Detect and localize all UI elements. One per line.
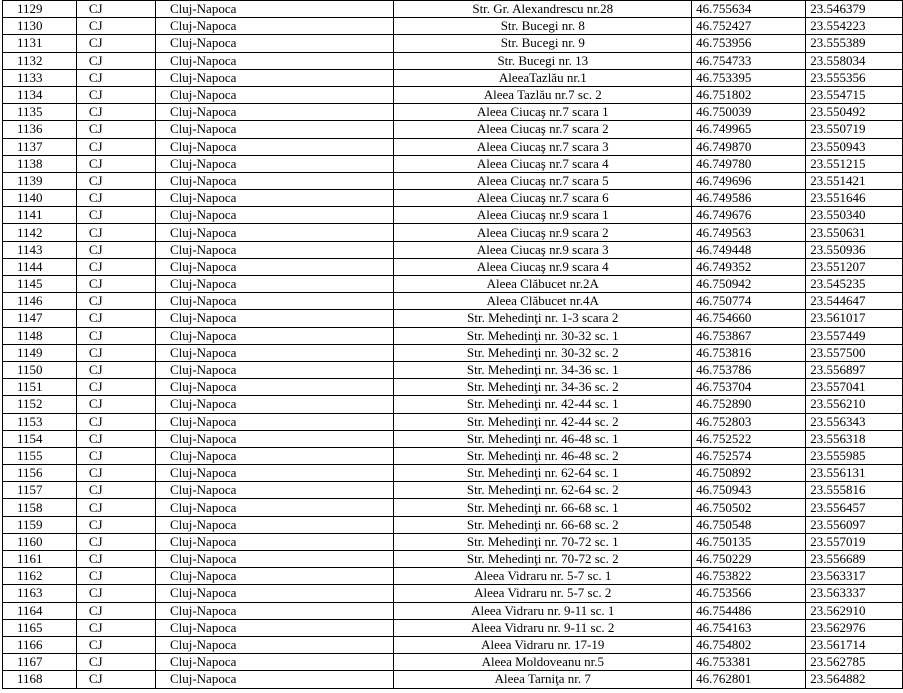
latitude-cell: 46.753381 [692, 654, 806, 671]
county-cell: CJ [76, 671, 155, 688]
address-cell: Str. Mehedinţi nr. 70-72 sc. 1 [394, 533, 692, 550]
address-cell: Aleea Vidraru nr. 17-19 [394, 636, 692, 653]
latitude-cell: 46.749870 [692, 138, 806, 155]
longitude-cell: 23.556343 [806, 413, 903, 430]
row-number-cell: 1162 [3, 568, 77, 585]
row-number-cell: 1163 [3, 585, 77, 602]
latitude-cell: 46.749696 [692, 172, 806, 189]
locality-cell: Cluj-Napoca [155, 654, 393, 671]
row-number-cell: 1141 [3, 207, 77, 224]
address-cell: Aleea Ciucaş nr.7 scara 5 [394, 172, 692, 189]
table-row [3, 155, 903, 172]
address-cell: Str. Mehedinţi nr. 1-3 scara 2 [394, 310, 692, 327]
address-cell: Str. Mehedinţi nr. 34-36 sc. 2 [394, 379, 692, 396]
locality-cell: Cluj-Napoca [155, 18, 393, 35]
county-cell: CJ [76, 86, 155, 103]
locality-cell: Cluj-Napoca [155, 1, 393, 18]
address-cell: Aleea Ciucaş nr.7 scara 4 [394, 155, 692, 172]
latitude-cell: 46.750039 [692, 104, 806, 121]
latitude-cell: 46.752427 [692, 18, 806, 35]
longitude-cell: 23.561714 [806, 636, 903, 653]
row-number-cell: 1167 [3, 654, 77, 671]
latitude-cell: 46.755634 [692, 1, 806, 18]
locality-cell: Cluj-Napoca [155, 447, 393, 464]
row-number-cell: 1161 [3, 551, 77, 568]
locality-cell: Cluj-Napoca [155, 293, 393, 310]
row-number-cell: 1135 [3, 104, 77, 121]
county-cell: CJ [76, 516, 155, 533]
longitude-cell: 23.562976 [806, 619, 903, 636]
locality-cell: Cluj-Napoca [155, 430, 393, 447]
county-cell: CJ [76, 207, 155, 224]
address-cell: Str. Mehedinţi nr. 62-64 sc. 1 [394, 465, 692, 482]
table-row [3, 533, 903, 550]
table-row [3, 568, 903, 585]
county-cell: CJ [76, 172, 155, 189]
address-cell: Aleea Vidraru nr. 9-11 sc. 2 [394, 619, 692, 636]
row-number-cell: 1157 [3, 482, 77, 499]
address-cell: AleeaTazlău nr.1 [394, 69, 692, 86]
table-row [3, 69, 903, 86]
county-cell: CJ [76, 361, 155, 378]
address-cell: Aleea Ciucaş nr.7 scara 1 [394, 104, 692, 121]
locality-cell: Cluj-Napoca [155, 499, 393, 516]
locality-cell: Cluj-Napoca [155, 224, 393, 241]
table-row [3, 361, 903, 378]
table-row [3, 413, 903, 430]
table-row [3, 172, 903, 189]
address-cell: Aleea Tazlău nr.7 sc. 2 [394, 86, 692, 103]
locality-cell: Cluj-Napoca [155, 155, 393, 172]
longitude-cell: 23.556318 [806, 430, 903, 447]
table-row [3, 619, 903, 636]
latitude-cell: 46.749563 [692, 224, 806, 241]
locality-cell: Cluj-Napoca [155, 585, 393, 602]
longitude-cell: 23.551207 [806, 258, 903, 275]
locality-cell: Cluj-Napoca [155, 602, 393, 619]
latitude-cell: 46.750135 [692, 533, 806, 550]
table-row [3, 138, 903, 155]
county-cell: CJ [76, 121, 155, 138]
locality-cell: Cluj-Napoca [155, 516, 393, 533]
address-cell: Str. Mehedinţi nr. 30-32 sc. 1 [394, 327, 692, 344]
locality-cell: Cluj-Napoca [155, 396, 393, 413]
address-cell: Aleea Ciucaş nr.7 scara 2 [394, 121, 692, 138]
table-row [3, 1, 903, 18]
latitude-cell: 46.750774 [692, 293, 806, 310]
table-row [3, 86, 903, 103]
address-cell: Str. Mehedinţi nr. 30-32 sc. 2 [394, 344, 692, 361]
longitude-cell: 23.555389 [806, 35, 903, 52]
address-cell: Str. Mehedinţi nr. 66-68 sc. 1 [394, 499, 692, 516]
latitude-cell: 46.754660 [692, 310, 806, 327]
county-cell: CJ [76, 138, 155, 155]
longitude-cell: 23.557500 [806, 344, 903, 361]
locality-cell: Cluj-Napoca [155, 207, 393, 224]
row-number-cell: 1148 [3, 327, 77, 344]
county-cell: CJ [76, 585, 155, 602]
address-cell: Str. Mehedinţi nr. 46-48 sc. 1 [394, 430, 692, 447]
county-cell: CJ [76, 533, 155, 550]
table-row [3, 310, 903, 327]
longitude-cell: 23.550631 [806, 224, 903, 241]
latitude-cell: 46.754486 [692, 602, 806, 619]
longitude-cell: 23.555816 [806, 482, 903, 499]
county-cell: CJ [76, 224, 155, 241]
row-number-cell: 1164 [3, 602, 77, 619]
address-cell: Aleea Clăbucet nr.4A [394, 293, 692, 310]
locations-table [2, 0, 903, 689]
longitude-cell: 23.562910 [806, 602, 903, 619]
address-cell: Aleea Ciucaş nr.7 scara 6 [394, 190, 692, 207]
locality-cell: Cluj-Napoca [155, 241, 393, 258]
longitude-cell: 23.561017 [806, 310, 903, 327]
address-cell: Str. Bucegi nr. 9 [394, 35, 692, 52]
table-row [3, 207, 903, 224]
county-cell: CJ [76, 18, 155, 35]
latitude-cell: 46.753786 [692, 361, 806, 378]
row-number-cell: 1146 [3, 293, 77, 310]
county-cell: CJ [76, 413, 155, 430]
row-number-cell: 1134 [3, 86, 77, 103]
address-cell: Str. Mehedinţi nr. 46-48 sc. 2 [394, 447, 692, 464]
row-number-cell: 1144 [3, 258, 77, 275]
table-row [3, 241, 903, 258]
table-row [3, 35, 903, 52]
longitude-cell: 23.556457 [806, 499, 903, 516]
row-number-cell: 1151 [3, 379, 77, 396]
table-row [3, 327, 903, 344]
latitude-cell: 46.753395 [692, 69, 806, 86]
longitude-cell: 23.545235 [806, 276, 903, 293]
latitude-cell: 46.752522 [692, 430, 806, 447]
locality-cell: Cluj-Napoca [155, 190, 393, 207]
table-row [3, 18, 903, 35]
address-cell: Str. Gr. Alexandrescu nr.28 [394, 1, 692, 18]
locality-cell: Cluj-Napoca [155, 276, 393, 293]
address-cell: Str. Mehedinţi nr. 66-68 sc. 2 [394, 516, 692, 533]
county-cell: CJ [76, 104, 155, 121]
county-cell: CJ [76, 1, 155, 18]
latitude-cell: 46.753704 [692, 379, 806, 396]
longitude-cell: 23.557041 [806, 379, 903, 396]
address-cell: Aleea Tarniţa nr. 7 [394, 671, 692, 688]
longitude-cell: 23.556131 [806, 465, 903, 482]
row-number-cell: 1147 [3, 310, 77, 327]
county-cell: CJ [76, 379, 155, 396]
county-cell: CJ [76, 155, 155, 172]
locality-cell: Cluj-Napoca [155, 533, 393, 550]
table-row [3, 379, 903, 396]
latitude-cell: 46.750548 [692, 516, 806, 533]
table-row [3, 276, 903, 293]
latitude-cell: 46.749965 [692, 121, 806, 138]
locality-cell: Cluj-Napoca [155, 482, 393, 499]
county-cell: CJ [76, 190, 155, 207]
table-row [3, 258, 903, 275]
table-row [3, 636, 903, 653]
county-cell: CJ [76, 241, 155, 258]
row-number-cell: 1140 [3, 190, 77, 207]
longitude-cell: 23.544647 [806, 293, 903, 310]
longitude-cell: 23.563317 [806, 568, 903, 585]
row-number-cell: 1139 [3, 172, 77, 189]
table-row [3, 654, 903, 671]
table-row [3, 52, 903, 69]
locality-cell: Cluj-Napoca [155, 379, 393, 396]
address-cell: Aleea Vidraru nr. 5-7 sc. 1 [394, 568, 692, 585]
address-cell: Aleea Ciucaş nr.9 scara 1 [394, 207, 692, 224]
table-row [3, 104, 903, 121]
county-cell: CJ [76, 602, 155, 619]
locality-cell: Cluj-Napoca [155, 35, 393, 52]
address-cell: Str. Bucegi nr. 8 [394, 18, 692, 35]
longitude-cell: 23.556689 [806, 551, 903, 568]
longitude-cell: 23.546379 [806, 1, 903, 18]
table-row [3, 293, 903, 310]
table-row [3, 585, 903, 602]
table-row [3, 121, 903, 138]
longitude-cell: 23.555985 [806, 447, 903, 464]
row-number-cell: 1156 [3, 465, 77, 482]
address-cell: Aleea Ciucaş nr.9 scara 3 [394, 241, 692, 258]
longitude-cell: 23.562785 [806, 654, 903, 671]
latitude-cell: 46.750229 [692, 551, 806, 568]
address-cell: Aleea Vidraru nr. 5-7 sc. 2 [394, 585, 692, 602]
latitude-cell: 46.750892 [692, 465, 806, 482]
longitude-cell: 23.556097 [806, 516, 903, 533]
table-row [3, 499, 903, 516]
longitude-cell: 23.550943 [806, 138, 903, 155]
latitude-cell: 46.751802 [692, 86, 806, 103]
county-cell: CJ [76, 551, 155, 568]
locality-cell: Cluj-Napoca [155, 121, 393, 138]
longitude-cell: 23.554715 [806, 86, 903, 103]
locality-cell: Cluj-Napoca [155, 361, 393, 378]
locality-cell: Cluj-Napoca [155, 172, 393, 189]
latitude-cell: 46.753867 [692, 327, 806, 344]
address-cell: Aleea Ciucaş nr.7 scara 3 [394, 138, 692, 155]
row-number-cell: 1158 [3, 499, 77, 516]
row-number-cell: 1131 [3, 35, 77, 52]
locality-cell: Cluj-Napoca [155, 138, 393, 155]
county-cell: CJ [76, 619, 155, 636]
latitude-cell: 46.749780 [692, 155, 806, 172]
county-cell: CJ [76, 568, 155, 585]
longitude-cell: 23.551646 [806, 190, 903, 207]
county-cell: CJ [76, 69, 155, 86]
row-number-cell: 1145 [3, 276, 77, 293]
row-number-cell: 1138 [3, 155, 77, 172]
latitude-cell: 46.749352 [692, 258, 806, 275]
table-row [3, 396, 903, 413]
county-cell: CJ [76, 293, 155, 310]
table-row [3, 447, 903, 464]
county-cell: CJ [76, 310, 155, 327]
table-row [3, 516, 903, 533]
table-row [3, 224, 903, 241]
locality-cell: Cluj-Napoca [155, 465, 393, 482]
county-cell: CJ [76, 52, 155, 69]
county-cell: CJ [76, 258, 155, 275]
locality-cell: Cluj-Napoca [155, 636, 393, 653]
row-number-cell: 1149 [3, 344, 77, 361]
locality-cell: Cluj-Napoca [155, 86, 393, 103]
latitude-cell: 46.749448 [692, 241, 806, 258]
locality-cell: Cluj-Napoca [155, 619, 393, 636]
longitude-cell: 23.558034 [806, 52, 903, 69]
county-cell: CJ [76, 654, 155, 671]
county-cell: CJ [76, 482, 155, 499]
longitude-cell: 23.550719 [806, 121, 903, 138]
latitude-cell: 46.762801 [692, 671, 806, 688]
longitude-cell: 23.563337 [806, 585, 903, 602]
county-cell: CJ [76, 636, 155, 653]
county-cell: CJ [76, 327, 155, 344]
row-number-cell: 1165 [3, 619, 77, 636]
latitude-cell: 46.750502 [692, 499, 806, 516]
row-number-cell: 1152 [3, 396, 77, 413]
longitude-cell: 23.555356 [806, 69, 903, 86]
row-number-cell: 1132 [3, 52, 77, 69]
row-number-cell: 1150 [3, 361, 77, 378]
address-cell: Str. Bucegi nr. 13 [394, 52, 692, 69]
latitude-cell: 46.754163 [692, 619, 806, 636]
county-cell: CJ [76, 447, 155, 464]
locality-cell: Cluj-Napoca [155, 671, 393, 688]
county-cell: CJ [76, 430, 155, 447]
longitude-cell: 23.556210 [806, 396, 903, 413]
county-cell: CJ [76, 276, 155, 293]
longitude-cell: 23.551421 [806, 172, 903, 189]
table-row [3, 344, 903, 361]
latitude-cell: 46.752574 [692, 447, 806, 464]
latitude-cell: 46.754802 [692, 636, 806, 653]
row-number-cell: 1153 [3, 413, 77, 430]
locality-cell: Cluj-Napoca [155, 258, 393, 275]
longitude-cell: 23.564882 [806, 671, 903, 688]
table-row [3, 671, 903, 688]
county-cell: CJ [76, 344, 155, 361]
address-cell: Aleea Moldoveanu nr.5 [394, 654, 692, 671]
row-number-cell: 1137 [3, 138, 77, 155]
latitude-cell: 46.753956 [692, 35, 806, 52]
address-cell: Str. Mehedinţi nr. 62-64 sc. 2 [394, 482, 692, 499]
county-cell: CJ [76, 35, 155, 52]
locality-cell: Cluj-Napoca [155, 568, 393, 585]
address-cell: Aleea Vidraru nr. 9-11 sc. 1 [394, 602, 692, 619]
address-cell: Str. Mehedinţi nr. 70-72 sc. 2 [394, 551, 692, 568]
address-cell: Aleea Clăbucet nr.2A [394, 276, 692, 293]
table-row [3, 602, 903, 619]
table-row [3, 482, 903, 499]
latitude-cell: 46.750942 [692, 276, 806, 293]
table-row [3, 465, 903, 482]
address-cell: Str. Mehedinţi nr. 42-44 sc. 1 [394, 396, 692, 413]
county-cell: CJ [76, 396, 155, 413]
latitude-cell: 46.749586 [692, 190, 806, 207]
address-cell: Aleea Ciucaş nr.9 scara 2 [394, 224, 692, 241]
longitude-cell: 23.557019 [806, 533, 903, 550]
row-number-cell: 1159 [3, 516, 77, 533]
longitude-cell: 23.557449 [806, 327, 903, 344]
address-cell: Str. Mehedinţi nr. 42-44 sc. 2 [394, 413, 692, 430]
table-row [3, 190, 903, 207]
row-number-cell: 1168 [3, 671, 77, 688]
locality-cell: Cluj-Napoca [155, 413, 393, 430]
table-row [3, 551, 903, 568]
address-cell: Aleea Ciucaş nr.9 scara 4 [394, 258, 692, 275]
table-row [3, 430, 903, 447]
locality-cell: Cluj-Napoca [155, 344, 393, 361]
row-number-cell: 1133 [3, 69, 77, 86]
latitude-cell: 46.750943 [692, 482, 806, 499]
latitude-cell: 46.753822 [692, 568, 806, 585]
locality-cell: Cluj-Napoca [155, 310, 393, 327]
row-number-cell: 1160 [3, 533, 77, 550]
latitude-cell: 46.752890 [692, 396, 806, 413]
latitude-cell: 46.752803 [692, 413, 806, 430]
county-cell: CJ [76, 465, 155, 482]
row-number-cell: 1129 [3, 1, 77, 18]
latitude-cell: 46.754733 [692, 52, 806, 69]
locality-cell: Cluj-Napoca [155, 104, 393, 121]
latitude-cell: 46.753816 [692, 344, 806, 361]
longitude-cell: 23.551215 [806, 155, 903, 172]
locality-cell: Cluj-Napoca [155, 52, 393, 69]
latitude-cell: 46.749676 [692, 207, 806, 224]
longitude-cell: 23.550492 [806, 104, 903, 121]
locality-cell: Cluj-Napoca [155, 551, 393, 568]
longitude-cell: 23.550936 [806, 241, 903, 258]
longitude-cell: 23.554223 [806, 18, 903, 35]
table-body [3, 1, 903, 689]
locality-cell: Cluj-Napoca [155, 69, 393, 86]
longitude-cell: 23.550340 [806, 207, 903, 224]
longitude-cell: 23.556897 [806, 361, 903, 378]
latitude-cell: 46.753566 [692, 585, 806, 602]
row-number-cell: 1130 [3, 18, 77, 35]
locality-cell: Cluj-Napoca [155, 327, 393, 344]
row-number-cell: 1155 [3, 447, 77, 464]
row-number-cell: 1142 [3, 224, 77, 241]
address-cell: Str. Mehedinţi nr. 34-36 sc. 1 [394, 361, 692, 378]
row-number-cell: 1154 [3, 430, 77, 447]
row-number-cell: 1166 [3, 636, 77, 653]
county-cell: CJ [76, 499, 155, 516]
row-number-cell: 1136 [3, 121, 77, 138]
row-number-cell: 1143 [3, 241, 77, 258]
